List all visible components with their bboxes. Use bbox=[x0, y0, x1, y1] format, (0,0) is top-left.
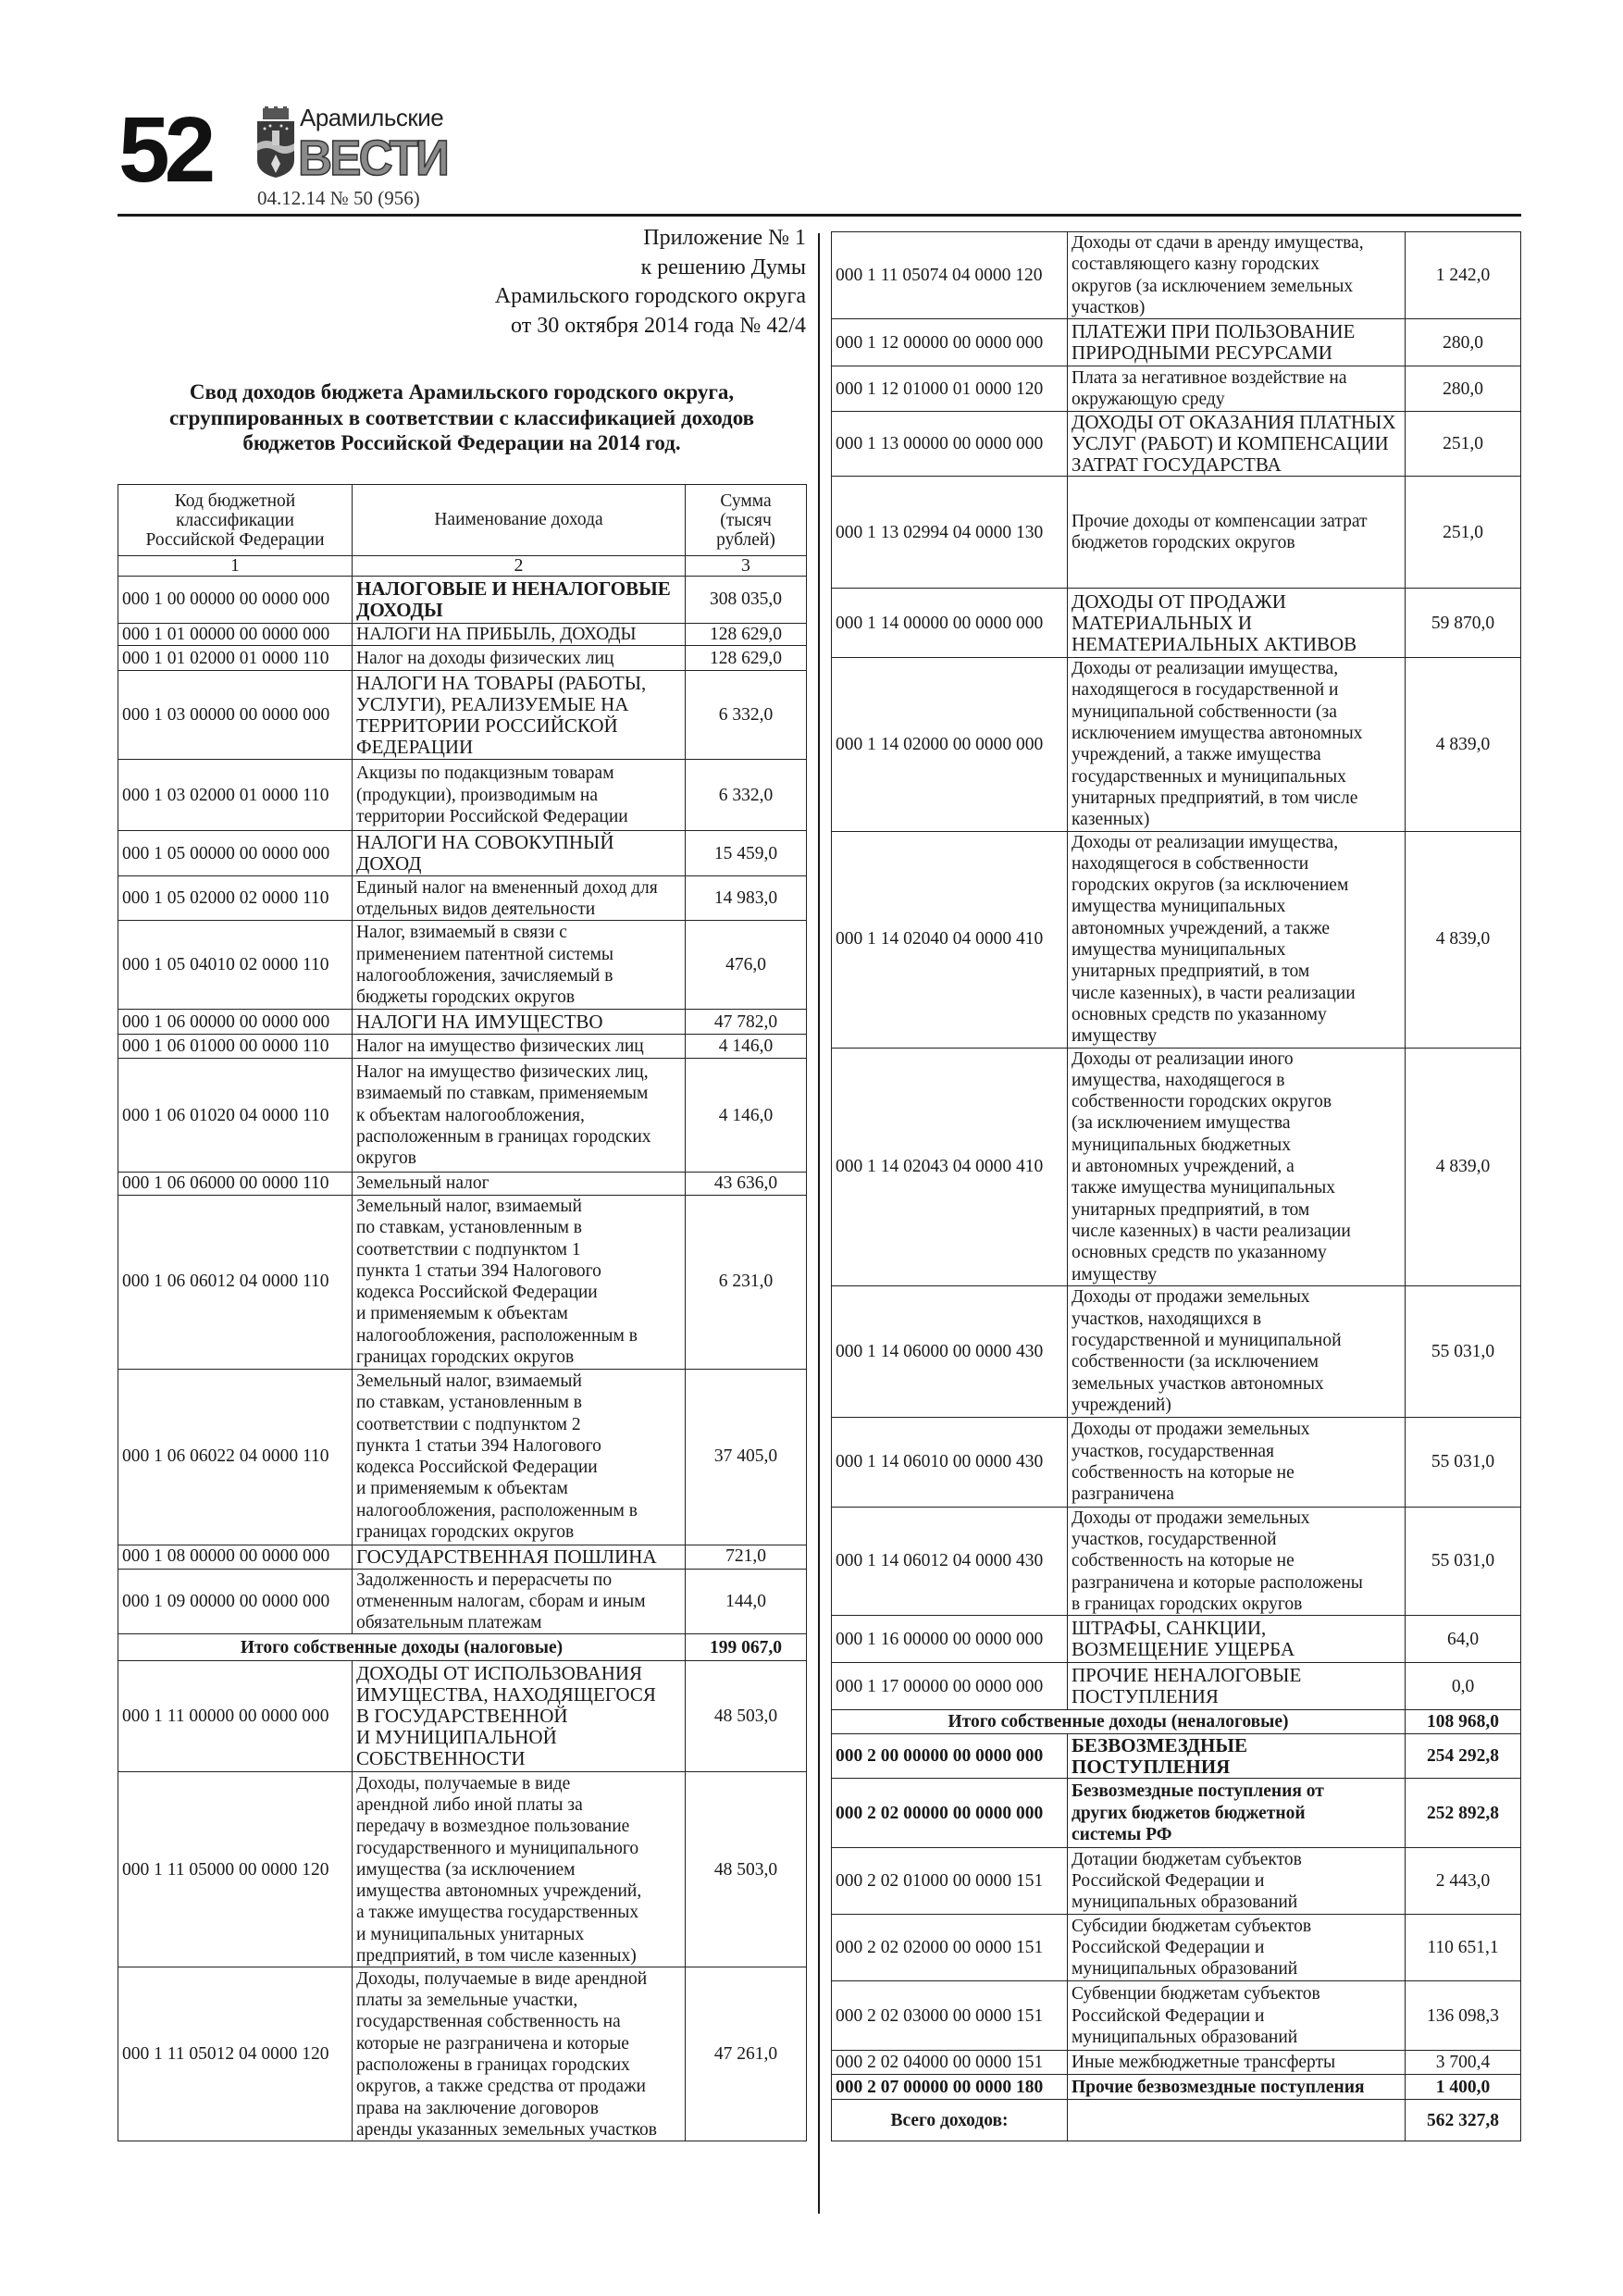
budget-code: 000 1 14 06012 04 0000 430 bbox=[832, 1507, 1068, 1615]
grand-total-row bbox=[832, 2100, 1521, 2141]
budget-code: 000 2 02 02000 00 0000 151 bbox=[832, 1915, 1068, 1981]
table-row bbox=[118, 876, 807, 921]
table-row bbox=[832, 2075, 1521, 2100]
header-code: Код бюджетной классификации Российской Федерации bbox=[118, 485, 353, 556]
revenue-sum: 251,0 bbox=[1406, 477, 1521, 589]
revenue-name: НАЛОГИ НА ИМУЩЕСТВО bbox=[353, 1010, 686, 1035]
revenue-sum: 1 242,0 bbox=[1406, 232, 1521, 319]
revenue-name: Акцизы по подакцизным товарам (продукции), производимым на территории Российской Федерации bbox=[353, 760, 686, 831]
table-row bbox=[118, 1195, 807, 1369]
table-row bbox=[118, 1035, 807, 1059]
revenue-sum: 721,0 bbox=[686, 1545, 807, 1569]
revenue-name: НАЛОГИ НА ТОВАРЫ (РАБОТЫ, УСЛУГИ), РЕАЛИЗУЕМЫЕ НА ТЕРРИТОРИИ РОССИЙСКОЙ ФЕДЕРАЦИИ bbox=[353, 671, 686, 760]
revenue-name: ПРОЧИЕ НЕНАЛОГОВЫЕ ПОСТУПЛЕНИЯ bbox=[1068, 1663, 1406, 1710]
budget-code: 000 1 05 02000 02 0000 110 bbox=[118, 876, 353, 921]
revenue-sum: 55 031,0 bbox=[1406, 1417, 1521, 1507]
revenue-sum: 47 782,0 bbox=[686, 1010, 807, 1035]
revenue-name: ДОХОДЫ ОТ ПРОДАЖИ МАТЕРИАЛЬНЫХ И НЕМАТЕРИАЛЬНЫХ АКТИВОВ bbox=[1068, 589, 1406, 658]
budget-code: 000 1 05 00000 00 0000 000 bbox=[118, 831, 353, 876]
revenue-name: Доходы от реализации иного имущества, находящегося в собственности городских округов (за исключением имущества муниципальных бюджетных и автономных учреждений, а также имущества муниципальных унитарных предприятий, в том числе казенных) в части реализации основных средств по указанному имуществу bbox=[1068, 1048, 1406, 1285]
column-number: 2 bbox=[353, 556, 686, 577]
newspaper-name-main: ВЕСТИ bbox=[298, 130, 447, 186]
revenue-sum: 6 332,0 bbox=[686, 760, 807, 831]
budget-code: 000 1 14 02000 00 0000 000 bbox=[832, 658, 1068, 831]
budget-code: 000 1 11 05012 04 0000 120 bbox=[118, 1967, 353, 2141]
budget-code: 000 1 06 01020 04 0000 110 bbox=[118, 1059, 353, 1173]
revenue-name: ДОХОДЫ ОТ ИСПОЛЬЗОВАНИЯ ИМУЩЕСТВА, НАХОДЯЩЕГОСЯ В ГОСУДАРСТВЕННОЙ И МУНИЦИПАЛЬНОЙ СОБСТВЕННОСТИ bbox=[353, 1661, 686, 1772]
revenue-sum: 2 443,0 bbox=[1406, 1848, 1521, 1915]
header-divider bbox=[118, 214, 1521, 217]
revenue-name: Доходы от сдачи в аренду имущества, составляющего казну городских округов (за исключением земельных участков) bbox=[1068, 232, 1406, 319]
table-row bbox=[832, 1417, 1521, 1507]
budget-code: 000 1 06 06000 00 0000 110 bbox=[118, 1173, 353, 1195]
table-header-row bbox=[118, 485, 807, 556]
budget-code: 000 1 16 00000 00 0000 000 bbox=[832, 1616, 1068, 1663]
table-row bbox=[118, 577, 807, 624]
table-row bbox=[832, 1981, 1521, 2051]
budget-code: 000 1 01 02000 01 0000 110 bbox=[118, 646, 353, 671]
budget-code: 000 1 11 05000 00 0000 120 bbox=[118, 1772, 353, 1967]
revenue-name: Доходы от продажи земельных участков, находящихся в государственной и муниципальной собственности (за исключением земельных участков автономных учреждений) bbox=[1068, 1285, 1406, 1417]
table-row bbox=[118, 921, 807, 1010]
table-row bbox=[118, 1569, 807, 1634]
table-row bbox=[118, 1967, 807, 2141]
revenue-sum: 4 839,0 bbox=[1406, 658, 1521, 831]
budget-code: 000 1 13 00000 00 0000 000 bbox=[832, 412, 1068, 477]
appendix-line: от 30 октября 2014 года № 42/4 bbox=[511, 313, 806, 338]
appendix-line: Приложение № 1 bbox=[643, 226, 806, 250]
revenue-sum: 6 231,0 bbox=[686, 1195, 807, 1369]
budget-code: 000 2 02 01000 00 0000 151 bbox=[832, 1848, 1068, 1915]
issue-date-number: 04.12.14 № 50 (956) bbox=[257, 187, 420, 209]
appendix-note bbox=[495, 224, 806, 341]
revenue-sum: 4 839,0 bbox=[1406, 831, 1521, 1048]
document-title bbox=[118, 379, 806, 456]
column-number-row bbox=[118, 556, 807, 577]
revenue-sum: 280,0 bbox=[1406, 319, 1521, 366]
empty-cell bbox=[1068, 2100, 1406, 2141]
budget-code: 000 1 14 02040 04 0000 410 bbox=[832, 831, 1068, 1048]
revenue-sum: 64,0 bbox=[1406, 1616, 1521, 1663]
page-number: 52 bbox=[118, 98, 211, 202]
subtotal-row bbox=[118, 1634, 807, 1661]
budget-code: 000 1 09 00000 00 0000 000 bbox=[118, 1569, 353, 1634]
revenue-sum: 6 332,0 bbox=[686, 671, 807, 760]
revenue-sum: 136 098,3 bbox=[1406, 1981, 1521, 2051]
revenue-name: ШТРАФЫ, САНКЦИИ, ВОЗМЕЩЕНИЕ УЩЕРБА bbox=[1068, 1616, 1406, 1663]
table-row bbox=[832, 1663, 1521, 1710]
column-number: 1 bbox=[118, 556, 353, 577]
table-row bbox=[832, 589, 1521, 658]
revenue-table-right bbox=[831, 231, 1521, 2141]
budget-code: 000 1 14 00000 00 0000 000 bbox=[832, 589, 1068, 658]
revenue-sum: 128 629,0 bbox=[686, 646, 807, 671]
revenue-name: Задолженность и перерасчеты по отмененным налогам, сборам и иным обязательным платежам bbox=[353, 1569, 686, 1634]
revenue-sum: 128 629,0 bbox=[686, 624, 807, 646]
appendix-line: к решению Думы bbox=[640, 254, 806, 279]
table-row bbox=[832, 1285, 1521, 1417]
revenue-sum: 110 651,1 bbox=[1406, 1915, 1521, 1981]
table-row bbox=[832, 232, 1521, 319]
revenue-name: Налог на имущество физических лиц bbox=[353, 1035, 686, 1059]
table-row bbox=[832, 412, 1521, 477]
table-row bbox=[118, 1661, 807, 1772]
budget-code: 000 1 05 04010 02 0000 110 bbox=[118, 921, 353, 1010]
budget-code: 000 1 14 06010 00 0000 430 bbox=[832, 1417, 1068, 1507]
budget-code: 000 1 13 02994 04 0000 130 bbox=[832, 477, 1068, 589]
table-row bbox=[832, 1915, 1521, 1981]
title-line: бюджетов Российской Федерации на 2014 год. bbox=[242, 431, 681, 454]
revenue-name: Дотации бюджетам субъектов Российской Федерации и муниципальных образований bbox=[1068, 1848, 1406, 1915]
grand-total-label: Всего доходов: bbox=[832, 2100, 1068, 2141]
revenue-name: НАЛОГОВЫЕ И НЕНАЛОГОВЫЕ ДОХОДЫ bbox=[353, 577, 686, 624]
revenue-name: Единый налог на вмененный доход для отдельных видов деятельности bbox=[353, 876, 686, 921]
budget-code: 000 1 06 06022 04 0000 110 bbox=[118, 1369, 353, 1545]
revenue-sum: 476,0 bbox=[686, 921, 807, 1010]
budget-code: 000 1 11 05074 04 0000 120 bbox=[832, 232, 1068, 319]
revenue-sum: 280,0 bbox=[1406, 366, 1521, 412]
revenue-name: Доходы от реализации имущества, находящегося в государственной и муниципальной собственности (за исключением имущества автономных учреждений, а также имущества государственных и муниципальных унитарных предприятий, в том числе казенных) bbox=[1068, 658, 1406, 831]
revenue-name: ДОХОДЫ ОТ ОКАЗАНИЯ ПЛАТНЫХ УСЛУГ (РАБОТ) И КОМПЕНСАЦИИ ЗАТРАТ ГОСУДАРСТВА bbox=[1068, 412, 1406, 477]
budget-code: 000 2 00 00000 00 0000 000 bbox=[832, 1734, 1068, 1779]
revenue-name: Земельный налог, взимаемый по ставкам, установленным в соответствии с подпунктом 1 пункта 1 статьи 394 Налогового кодекса Российской Федерации и применяемым к объектам налогообложения, расположенным в границах городских округов bbox=[353, 1195, 686, 1369]
revenue-name: Налог на имущество физических лиц, взимаемый по ставкам, применяемым к объектам налогообложения, расположенным в границах городских округов bbox=[353, 1059, 686, 1173]
revenue-sum: 14 983,0 bbox=[686, 876, 807, 921]
revenue-name: Прочие доходы от компенсации затрат бюджетов городских округов bbox=[1068, 477, 1406, 589]
subtotal-label: Итого собственные доходы (налоговые) bbox=[118, 1634, 686, 1661]
revenue-name: НАЛОГИ НА СОВОКУПНЫЙ ДОХОД bbox=[353, 831, 686, 876]
budget-code: 000 1 14 06000 00 0000 430 bbox=[832, 1285, 1068, 1417]
revenue-name: Доходы от продажи земельных участков, государственной собственность на которые не разграничена и которые расположены в границах городских округов bbox=[1068, 1507, 1406, 1615]
budget-code: 000 1 08 00000 00 0000 000 bbox=[118, 1545, 353, 1569]
revenue-table-left bbox=[118, 484, 807, 2141]
budget-code: 000 1 12 00000 00 0000 000 bbox=[832, 319, 1068, 366]
budget-code: 000 1 06 01000 00 0000 110 bbox=[118, 1035, 353, 1059]
table-row bbox=[118, 1545, 807, 1569]
revenue-sum: 48 503,0 bbox=[686, 1772, 807, 1967]
revenue-name: Земельный налог, взимаемый по ставкам, установленным в соответствии с подпунктом 2 пункта 1 статьи 394 Налогового кодекса Российской Федерации и применяемым к объектам налогообложения, расположенным в границах городских округов bbox=[353, 1369, 686, 1545]
table-row bbox=[832, 1848, 1521, 1915]
table-row bbox=[118, 1772, 807, 1967]
table-row bbox=[832, 319, 1521, 366]
budget-code: 000 1 14 02043 04 0000 410 bbox=[832, 1048, 1068, 1285]
revenue-sum: 37 405,0 bbox=[686, 1369, 807, 1545]
revenue-name: Налог, взимаемый в связи с применением патентной системы налогообложения, зачисляемый в бюджеты городских округов bbox=[353, 921, 686, 1010]
table-row bbox=[832, 658, 1521, 831]
revenue-sum: 47 261,0 bbox=[686, 1967, 807, 2141]
subtotal-label: Итого собственные доходы (неналоговые) bbox=[832, 1710, 1406, 1734]
budget-code: 000 1 06 06012 04 0000 110 bbox=[118, 1195, 353, 1369]
grand-total-sum: 562 327,8 bbox=[1406, 2100, 1521, 2141]
budget-code: 000 1 03 02000 01 0000 110 bbox=[118, 760, 353, 831]
subtotal-row bbox=[832, 1710, 1521, 1734]
table-row bbox=[832, 2051, 1521, 2075]
newspaper-name-top: Арамильские bbox=[300, 104, 444, 131]
table-row bbox=[118, 1369, 807, 1545]
revenue-name: ПЛАТЕЖИ ПРИ ПОЛЬЗОВАНИЕ ПРИРОДНЫМИ РЕСУРСАМИ bbox=[1068, 319, 1406, 366]
table-row bbox=[832, 1616, 1521, 1663]
revenue-sum: 59 870,0 bbox=[1406, 589, 1521, 658]
revenue-name: Доходы от реализации имущества, находящегося в собственности городских округов (за исключением имущества муниципальных автономных учреждений, а также имущества муниципальных унитарных предприятий, в том числе казенных), в части реализации основных средств по указанному имуществу bbox=[1068, 831, 1406, 1048]
title-line: сгруппированных в соответствии с классификацией доходов bbox=[168, 405, 755, 429]
table-row bbox=[118, 760, 807, 831]
header-sum: Сумма (тысяч рублей) bbox=[686, 485, 807, 556]
revenue-name: БЕЗВОЗМЕЗДНЫЕ ПОСТУПЛЕНИЯ bbox=[1068, 1734, 1406, 1779]
revenue-sum: 43 636,0 bbox=[686, 1173, 807, 1195]
revenue-sum: 1 400,0 bbox=[1406, 2075, 1521, 2100]
revenue-sum: 48 503,0 bbox=[686, 1661, 807, 1772]
revenue-sum: 4 146,0 bbox=[686, 1035, 807, 1059]
table-row bbox=[118, 1010, 807, 1035]
table-row bbox=[832, 366, 1521, 412]
table-row bbox=[832, 1734, 1521, 1779]
column-number: 3 bbox=[686, 556, 807, 577]
revenue-sum: 4 839,0 bbox=[1406, 1048, 1521, 1285]
budget-code: 000 1 03 00000 00 0000 000 bbox=[118, 671, 353, 760]
table-row bbox=[832, 477, 1521, 589]
column-divider bbox=[818, 233, 820, 2214]
revenue-name: Доходы от продажи земельных участков, государственная собственность на которые не разграничена bbox=[1068, 1417, 1406, 1507]
revenue-sum: 4 146,0 bbox=[686, 1059, 807, 1173]
revenue-name: НАЛОГИ НА ПРИБЫЛЬ, ДОХОДЫ bbox=[353, 624, 686, 646]
revenue-sum: 144,0 bbox=[686, 1569, 807, 1634]
budget-code: 000 2 07 00000 00 0000 180 bbox=[832, 2075, 1068, 2100]
budget-code: 000 1 00 00000 00 0000 000 bbox=[118, 577, 353, 624]
revenue-name: Прочие безвозмездные поступления bbox=[1068, 2075, 1406, 2100]
table-row bbox=[118, 831, 807, 876]
revenue-name: Безвозмездные поступления от других бюджетов бюджетной системы РФ bbox=[1068, 1779, 1406, 1848]
table-row bbox=[832, 1779, 1521, 1848]
title-line: Свод доходов бюджета Арамильского городского округа, bbox=[189, 380, 735, 403]
table-row bbox=[118, 646, 807, 671]
table-row bbox=[118, 1059, 807, 1173]
table-row bbox=[118, 671, 807, 760]
revenue-sum: 55 031,0 bbox=[1406, 1507, 1521, 1615]
revenue-name: Доходы, получаемые в виде арендной либо иной платы за передачу в возмездное пользование государственного и муниципального имущества (за исключением имущества автономных учреждений, а также имущества государственных и муниципальных унитарных предприятий, в том числе казенных) bbox=[353, 1772, 686, 1967]
budget-code: 000 1 17 00000 00 0000 000 bbox=[832, 1663, 1068, 1710]
subtotal-sum: 108 968,0 bbox=[1406, 1710, 1521, 1734]
revenue-name: Доходы, получаемые в виде арендной платы за земельные участки, государственная собственность на которые не разграничена и которые расположены в границах городских округов, а также средства от продажи права на заключение договоров аренды указанных земельных участков bbox=[353, 1967, 686, 2141]
revenue-name: Налог на доходы физических лиц bbox=[353, 646, 686, 671]
table-row bbox=[832, 1048, 1521, 1285]
table-row bbox=[832, 1507, 1521, 1615]
revenue-sum: 3 700,4 bbox=[1406, 2051, 1521, 2075]
revenue-sum: 254 292,8 bbox=[1406, 1734, 1521, 1779]
header-name: Наименование дохода bbox=[353, 485, 686, 556]
revenue-sum: 55 031,0 bbox=[1406, 1285, 1521, 1417]
budget-code: 000 1 11 00000 00 0000 000 bbox=[118, 1661, 353, 1772]
revenue-sum: 252 892,8 bbox=[1406, 1779, 1521, 1848]
revenue-name: Плата за негативное воздействие на окружающую среду bbox=[1068, 366, 1406, 412]
revenue-sum: 308 035,0 bbox=[686, 577, 807, 624]
table-row bbox=[118, 1173, 807, 1195]
revenue-sum: 0,0 bbox=[1406, 1663, 1521, 1710]
revenue-name: ГОСУДАРСТВЕННАЯ ПОШЛИНА bbox=[353, 1545, 686, 1569]
budget-code: 000 1 12 01000 01 0000 120 bbox=[832, 366, 1068, 412]
revenue-name: Субвенции бюджетам субъектов Российской Федерации и муниципальных образований bbox=[1068, 1981, 1406, 2051]
budget-code: 000 1 06 00000 00 0000 000 bbox=[118, 1010, 353, 1035]
city-crest-logo bbox=[255, 106, 296, 179]
revenue-sum: 15 459,0 bbox=[686, 831, 807, 876]
budget-code: 000 1 01 00000 00 0000 000 bbox=[118, 624, 353, 646]
revenue-name: Субсидии бюджетам субъектов Российской Федерации и муниципальных образований bbox=[1068, 1915, 1406, 1981]
subtotal-sum: 199 067,0 bbox=[686, 1634, 807, 1661]
budget-code: 000 2 02 00000 00 0000 000 bbox=[832, 1779, 1068, 1848]
budget-code: 000 2 02 04000 00 0000 151 bbox=[832, 2051, 1068, 2075]
revenue-name: Земельный налог bbox=[353, 1173, 686, 1195]
revenue-name: Иные межбюджетные трансферты bbox=[1068, 2051, 1406, 2075]
revenue-sum: 251,0 bbox=[1406, 412, 1521, 477]
table-row bbox=[118, 624, 807, 646]
table-row bbox=[832, 831, 1521, 1048]
appendix-line: Арамильского городского округа bbox=[494, 284, 806, 308]
budget-code: 000 2 02 03000 00 0000 151 bbox=[832, 1981, 1068, 2051]
